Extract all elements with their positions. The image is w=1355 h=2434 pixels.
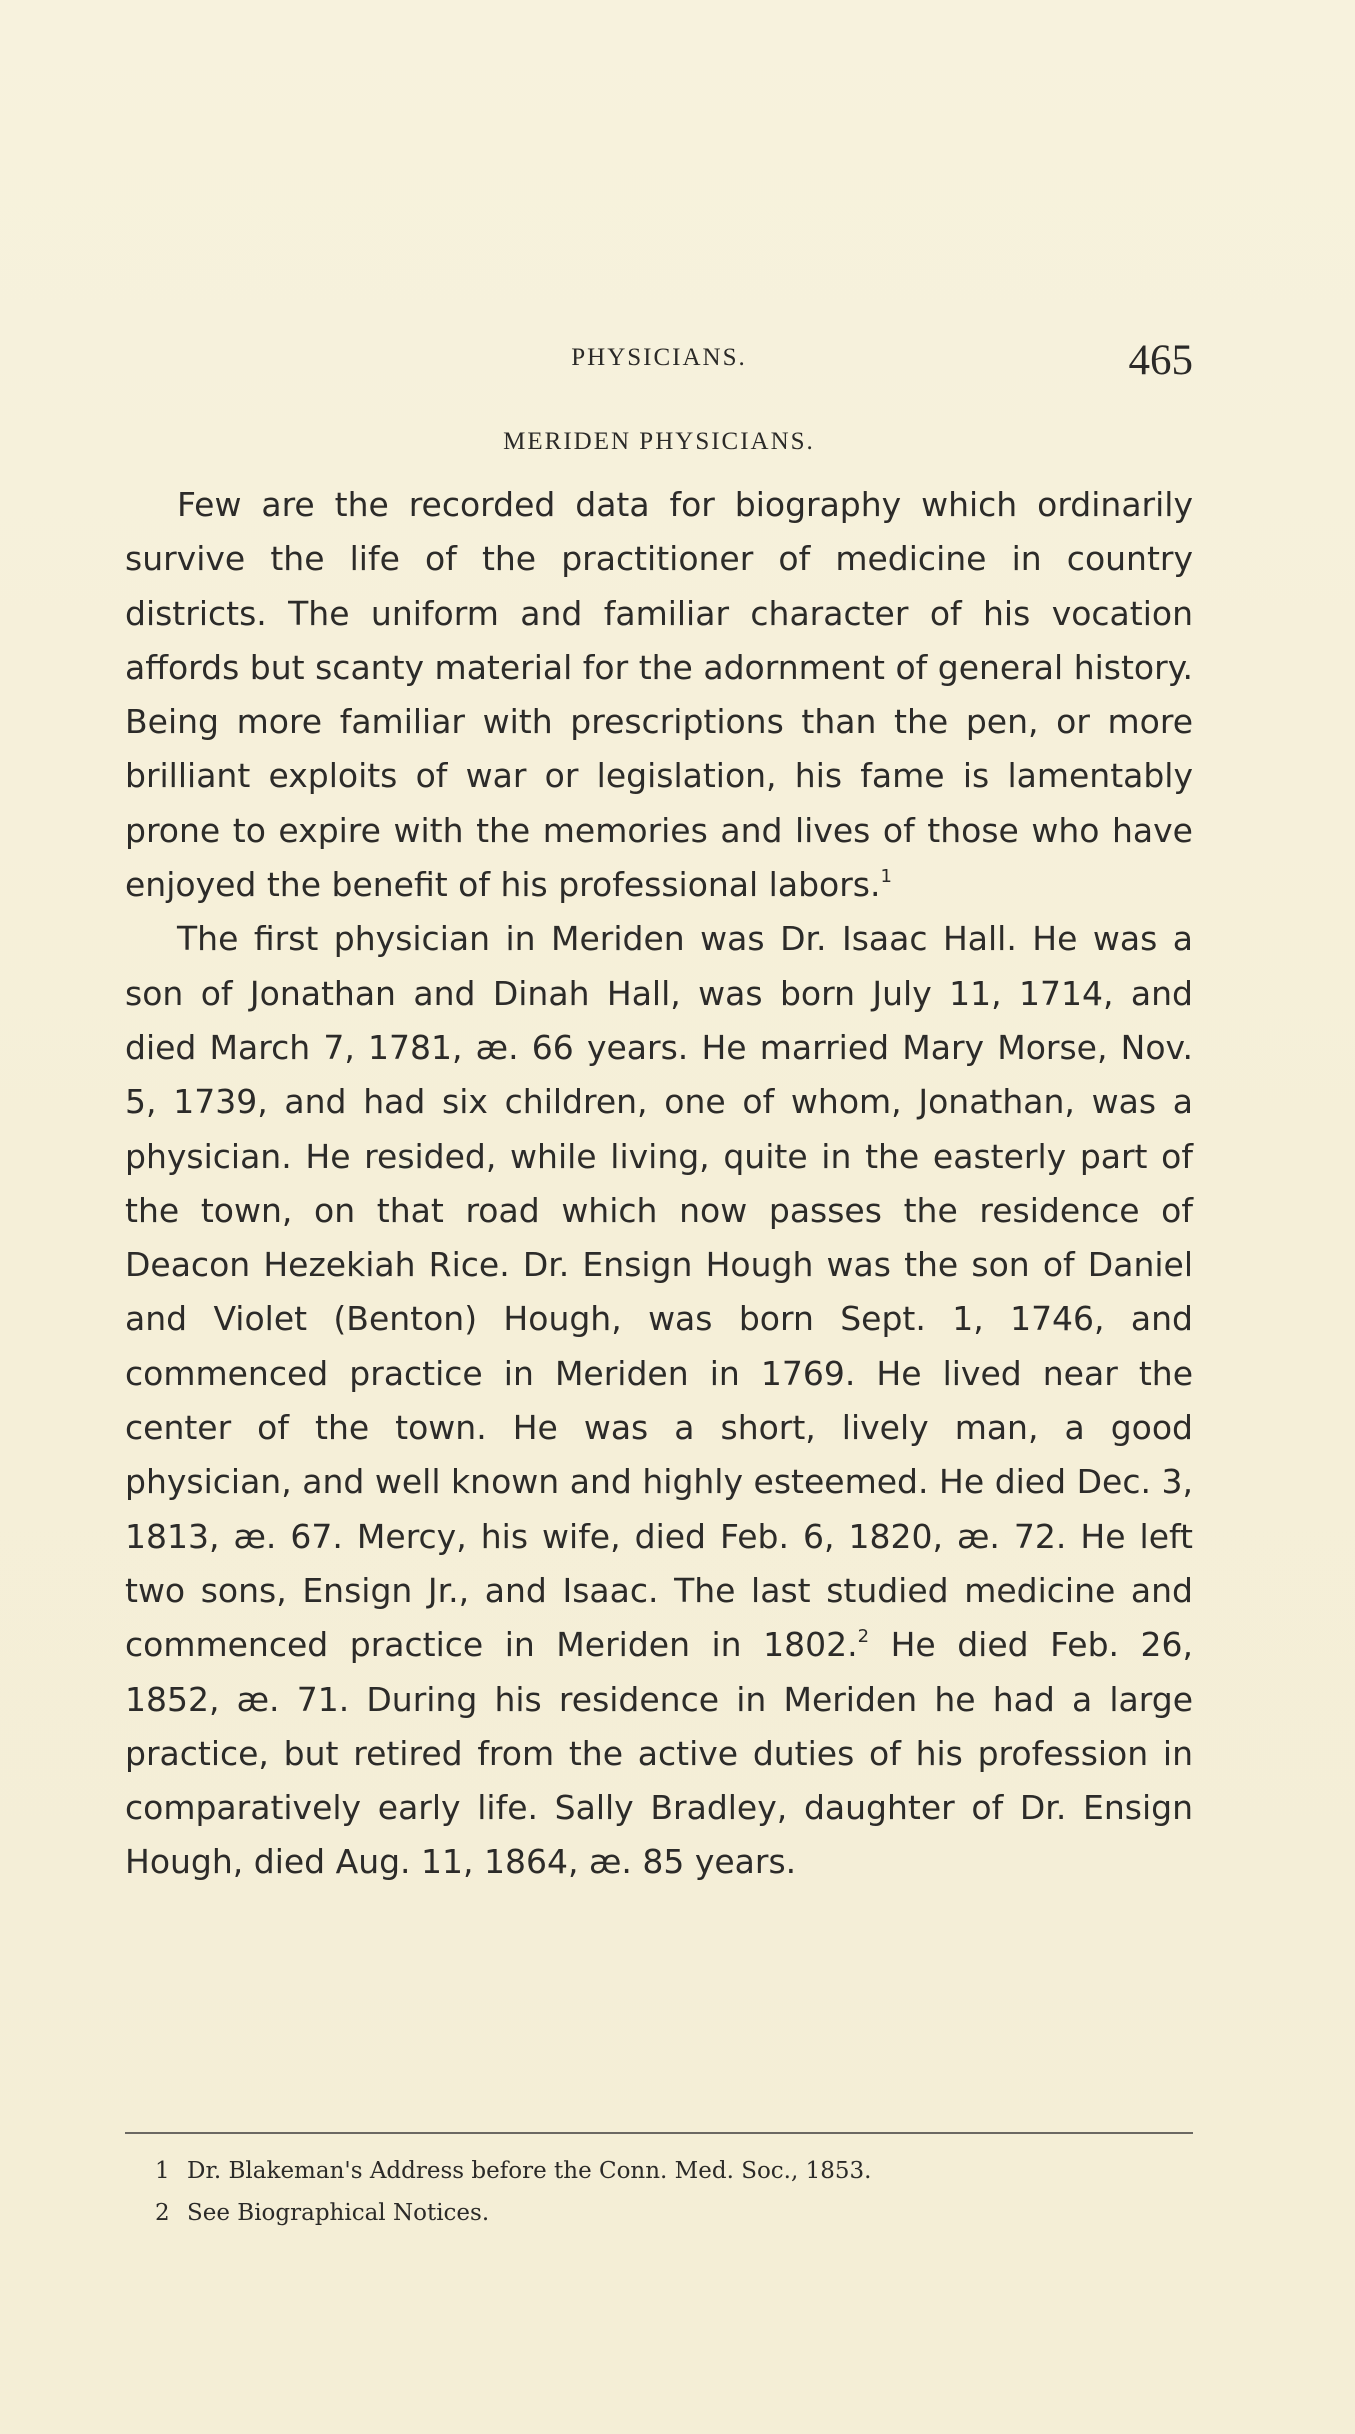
footnotes (155, 2150, 1155, 2234)
section-heading: MERIDEN PHYSICIANS. (503, 428, 815, 455)
paragraph-text: The first physician in Meriden was Dr. Isaac Hall. He was a son of Jonathan and Dinah Hall, was born July 11, 1714, and died March 7, 1781, æ. 66 years. He married Mary Morse, Nov. 5, 1739, and had six children, one of whom, Jonathan, was a physician. He resided, while living, quite in the easterly part of the town, on that road which now passes the residence of Deacon Hezekiah Rice. Dr. Ensign Hough was the son of Daniel and Violet (Benton) Hough, was born Sept. 1, 1746, and commenced practice in Meriden in 1769. He lived near the center of the town. He was a short, lively man, a good physician, and well known and highly esteemed. He died Dec. 3, 1813, æ. 67. Mercy, his wife, died Feb. 6, 1820, æ. 72. He left two sons, Ensign Jr., and Isaac. The last studied medicine and commenced practice in Meriden in 1802. (125, 919, 1193, 1665)
footnote (155, 2192, 1155, 2234)
footnote (155, 2150, 1155, 2192)
footnote-rule (125, 2132, 1193, 2134)
footnote-number: 2 (155, 2200, 170, 2226)
footnote-text: Dr. Blakeman's Address before the Conn. Med. Soc., 1853. (187, 2158, 872, 2184)
footnote-text: See Biographical Notices. (187, 2200, 490, 2226)
paragraph (125, 478, 1193, 912)
running-title: PHYSICIANS. (571, 344, 747, 371)
footnote-reference: 1 (880, 866, 892, 888)
running-head (125, 336, 1193, 392)
paragraph (125, 912, 1193, 1889)
footnote-reference: 2 (857, 1626, 870, 1648)
footnote-number: 1 (155, 2158, 170, 2184)
paragraph-text: Few are the recorded data for biography which ordinarily survive the life of the practitioner of medicine in country districts. The uniform and familiar character of his vocation affords but scanty material for the adornment of general history. Being more familiar with prescriptions than the pen, or more brilliant exploits of war or legislation, his fame is lamentably prone to expire with the memories and lives of those who have enjoyed the benefit of his professional labors. (125, 485, 1193, 905)
paragraph-text: He died Feb. 26, 1852, æ. 71. During his residence in Meriden he had a large practice, but retired from the active duties of his profession in comparatively early life. Sally Bradley, daughter of Dr. Ensign Hough, died Aug. 11, 1864, æ. 85 years. (125, 1625, 1194, 1882)
page-number: 465 (1128, 337, 1193, 384)
body-text (125, 478, 1193, 1890)
